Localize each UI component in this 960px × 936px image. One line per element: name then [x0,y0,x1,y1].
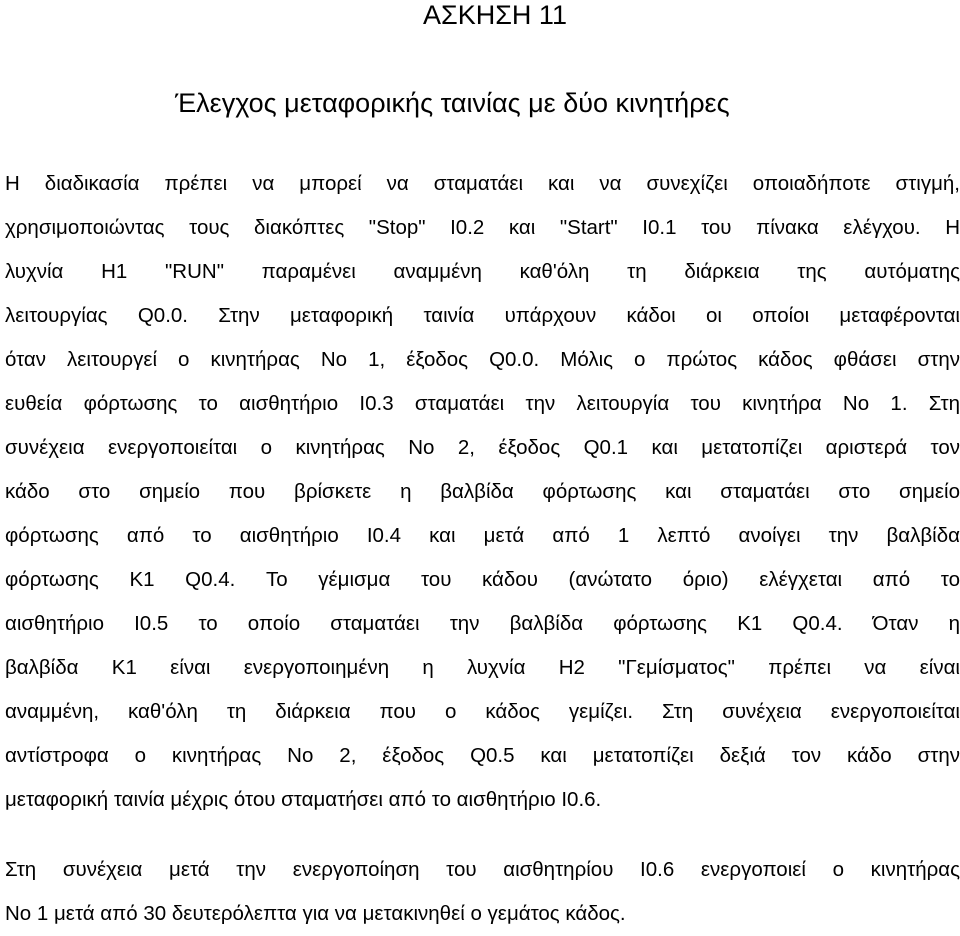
paragraph-line: κάδο στο σημείο που βρίσκετε η βαλβίδα φόρτωσης και σταματάει στο σημείο [5,480,960,503]
paragraph-line: αναμμένη, καθ'όλη τη διάρκεια που ο κάδος γεμίζει. Στη συνέχεια ενεργοποιείται [5,700,960,723]
paragraph-line: μεταφορική ταινία μέχρις ότου σταματήσει από το αισθητήριο I0.6. [5,788,602,811]
paragraph-line: φόρτωσης από το αισθητήριο I0.4 και μετά από 1 λεπτό ανοίγει την βαλβίδα [5,524,960,547]
paragraph-line: Στη συνέχεια μετά την ενεργοποίηση του αισθητηρίου I0.6 ενεργοποιεί ο κινητήρας [5,858,960,881]
paragraph-line: φόρτωσης K1 Q0.4. Το γέμισμα του κάδου (ανώτατο όριο) ελέγχεται από το [5,568,960,591]
paragraph-line: συνέχεια ενεργοποιείται ο κινητήρας Νο 2, έξοδος Q0.1 και μετατοπίζει αριστερά τον [5,436,960,459]
paragraph-1 [5,162,960,822]
paragraph-line: ευθεία φόρτωσης το αισθητήριο I0.3 σταματάει την λειτουργία του κινητήρα Νο 1. Στη [5,392,960,415]
paragraph-line: λυχνία H1 "RUN" παραμένει αναμμένη καθ'όλη τη διάρκεια της αυτόματης [5,260,960,283]
page-subtitle: Έλεγχος μεταφορικής ταινίας με δύο κινητήρες [175,88,730,118]
paragraph-line: χρησιμοποιώντας τους διακόπτες "Stop" I0.2 και "Start" I0.1 του πίνακα ελέγχου. Η [5,216,960,239]
paragraph-2 [5,848,960,936]
paragraph-line: λειτουργίας Q0.0. Στην μεταφορική ταινία υπάρχουν κάδοι οι οποίοι μεταφέρονται [5,304,960,327]
paragraph-line: αισθητήριο I0.5 το οποίο σταματάει την βαλβίδα φόρτωσης K1 Q0.4. Όταν η [5,612,960,635]
paragraph-line: Η διαδικασία πρέπει να μπορεί να σταματάει και να συνεχίζει οποιαδήποτε στιγμή, [5,172,960,195]
paragraph-line: Νο 1 μετά από 30 δευτερόλεπτα για να μετακινηθεί ο γεμάτος κάδος. [5,902,626,925]
page-title: ΑΣΚΗΣΗ 11 [423,0,567,30]
paragraph-line: όταν λειτουργεί ο κινητήρας Νο 1, έξοδος Q0.0. Μόλις ο πρώτος κάδος φθάσει στην [5,348,960,371]
paragraph-line: αντίστροφα ο κινητήρας Νο 2, έξοδος Q0.5 και μετατοπίζει δεξιά τον κάδο στην [5,744,960,767]
paragraph-line: βαλβίδα K1 είναι ενεργοποιημένη η λυχνία H2 "Γεμίσματος" πρέπει να είναι [5,656,960,679]
